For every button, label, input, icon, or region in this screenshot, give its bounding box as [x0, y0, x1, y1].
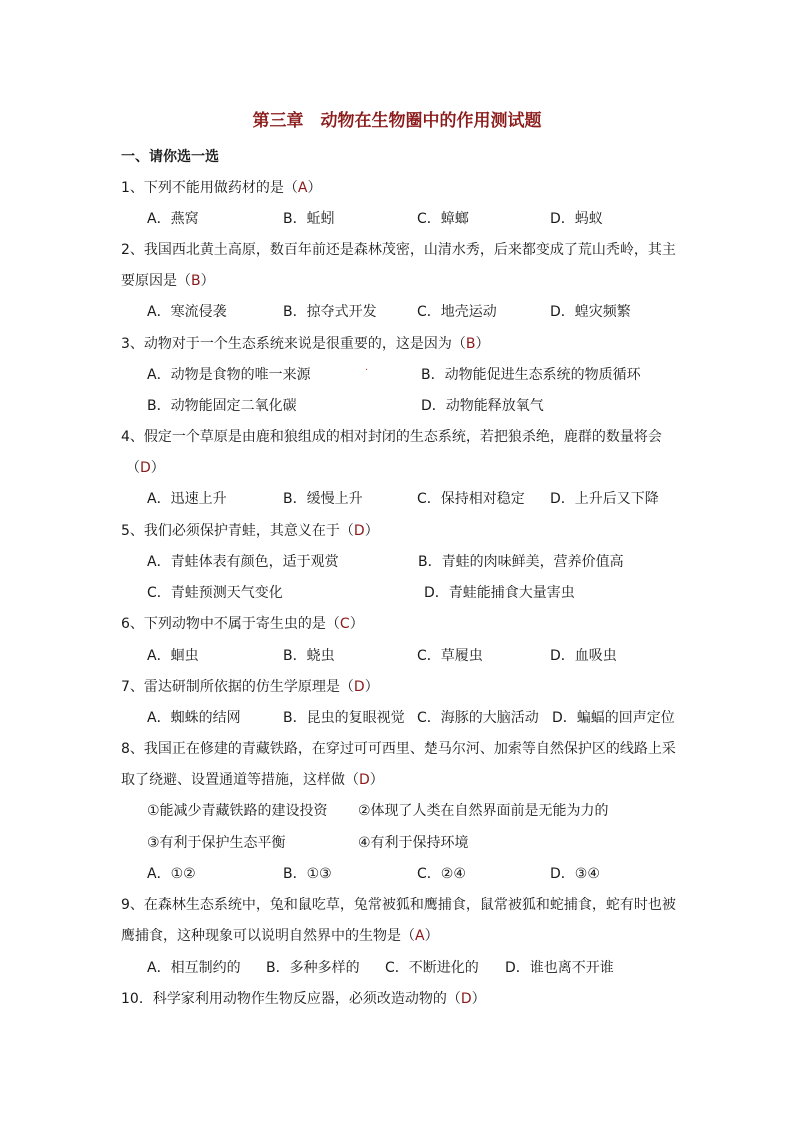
q2-option-b: B．掠夺式开发	[283, 304, 377, 320]
answer-8: D	[359, 772, 370, 788]
answer-9: A	[415, 928, 425, 944]
q4-option-a: A．迅速上升	[147, 491, 227, 507]
q3-option-c: B．动物能固定二氧化碳	[147, 398, 297, 414]
q5-option-d: D．青蛙能捕食大量害虫	[424, 585, 575, 601]
q7-option-d: D．蝙蝠的回声定位	[552, 710, 675, 726]
stray-dot: .	[365, 362, 369, 373]
q8-option-b: B．①③	[283, 866, 332, 882]
answer-3: B	[465, 336, 476, 352]
question-8: 8、我国正在修建的青藏铁路，在穿过可可西里、楚马尔河、加索等自然保护区的线路上采	[121, 741, 676, 757]
answer-2: B	[191, 273, 201, 289]
q7-option-c: C．海豚的大脑活动	[417, 710, 539, 726]
q5-option-a: A．青蛙体表有颜色，适于观赏	[147, 554, 339, 570]
question-9-cont: 鹰捕食，这种现象可以说明自然界中的生物是（A）	[121, 928, 439, 944]
section-heading: 一、请你选一选	[121, 149, 219, 165]
q8-statement-3: ③有利于保护生态平衡	[147, 835, 286, 851]
q1-option-d: D．蚂蚁	[550, 211, 603, 227]
q1-option-c: C．蟑螂	[417, 211, 469, 227]
q8-option-c: C．②④	[417, 866, 466, 882]
question-5: 5、我们必须保护青蛙，其意义在于（D）	[121, 523, 379, 539]
q2-option-c: C．地壳运动	[417, 304, 497, 320]
q6-option-c: C．草履虫	[417, 648, 483, 664]
answer-6: C	[339, 616, 350, 632]
question-4-cont: （D）	[126, 460, 165, 476]
q1-option-a: A．燕窝	[147, 211, 199, 227]
question-8-cont: 取了绕避、设置通道等措施，这样做（D）	[121, 772, 384, 788]
q8-option-a: A．①②	[147, 866, 196, 882]
question-2: 2、我国西北黄土高原，数百年前还是森林茂密，山清水秀，后来都变成了荒山秃岭，其主	[121, 242, 676, 258]
q8-statement-1: ①能减少青藏铁路的建设投资	[147, 803, 328, 819]
q4-option-d: D．上升后又下降	[550, 491, 659, 507]
q6-option-b: B．蛲虫	[283, 648, 335, 664]
answer-1: A	[297, 180, 308, 196]
q8-statement-2: ②体现了人类在自然界面前是无能为力的	[358, 803, 609, 819]
answer-10: D	[460, 991, 472, 1007]
q8-statement-4: ④有利于保持环境	[358, 835, 469, 851]
question-9: 9、在森林生态系统中，兔和鼠吃草，兔常被狐和鹰捕食，鼠常被狐和蛇捕食，蛇有时也被	[121, 897, 676, 913]
q4-option-b: B．缓慢上升	[283, 491, 363, 507]
q2-option-a: A．寒流侵袭	[147, 304, 227, 320]
q1-option-b: B．蚯蚓	[283, 211, 335, 227]
q3-option-d: D．动物能释放氧气	[421, 398, 544, 414]
question-3: 3、动物对于一个生态系统来说是很重要的，这是因为（B）	[121, 336, 490, 352]
q9-option-b: B．多种多样的	[266, 960, 360, 976]
question-4: 4、假定一个草原是由鹿和狼组成的相对封闭的生态系统，若把狼杀绝，鹿群的数量将会	[121, 429, 662, 445]
q6-option-a: A．蛔虫	[147, 648, 199, 664]
q3-option-a: A．动物是食物的唯一来源	[147, 367, 311, 383]
question-6: 6、下列动物中不属于寄生虫的是（C）	[121, 616, 364, 632]
q4-option-c: C．保持相对稳定	[417, 491, 525, 507]
q6-option-d: D．血吸虫	[550, 648, 617, 664]
question-7: 7、雷达研制所依据的仿生学原理是（D）	[121, 679, 379, 695]
q7-option-b: B．昆虫的复眼视觉	[283, 710, 405, 726]
page-title: 第三章 动物在生物圈中的作用测试题	[252, 111, 542, 131]
q9-option-a: A．相互制约的	[147, 960, 241, 976]
q8-option-d: D．③④	[550, 866, 600, 882]
q5-option-c: C．青蛙预测天气变化	[147, 585, 283, 601]
answer-4: D	[140, 460, 151, 476]
question-2-cont: 要原因是（B）	[121, 273, 215, 289]
answer-7: D	[353, 679, 365, 695]
q3-option-b: B．动物能促进生态系统的物质循环	[421, 367, 641, 383]
q2-option-d: D．蝗灾频繁	[550, 304, 631, 320]
q5-option-b: B．青蛙的肉味鲜美，营养价值高	[418, 554, 624, 570]
answer-5: D	[353, 523, 365, 539]
q7-option-a: A．蜘蛛的结网	[147, 710, 241, 726]
q9-option-d: D．谁也离不开谁	[505, 960, 614, 976]
question-1: 1、下列不能用做药材的是（A）	[121, 180, 322, 196]
question-10: 10．科学家利用动物作生物反应器，必须改造动物的（D）	[121, 991, 486, 1007]
q9-option-c: C．不断进化的	[385, 960, 479, 976]
